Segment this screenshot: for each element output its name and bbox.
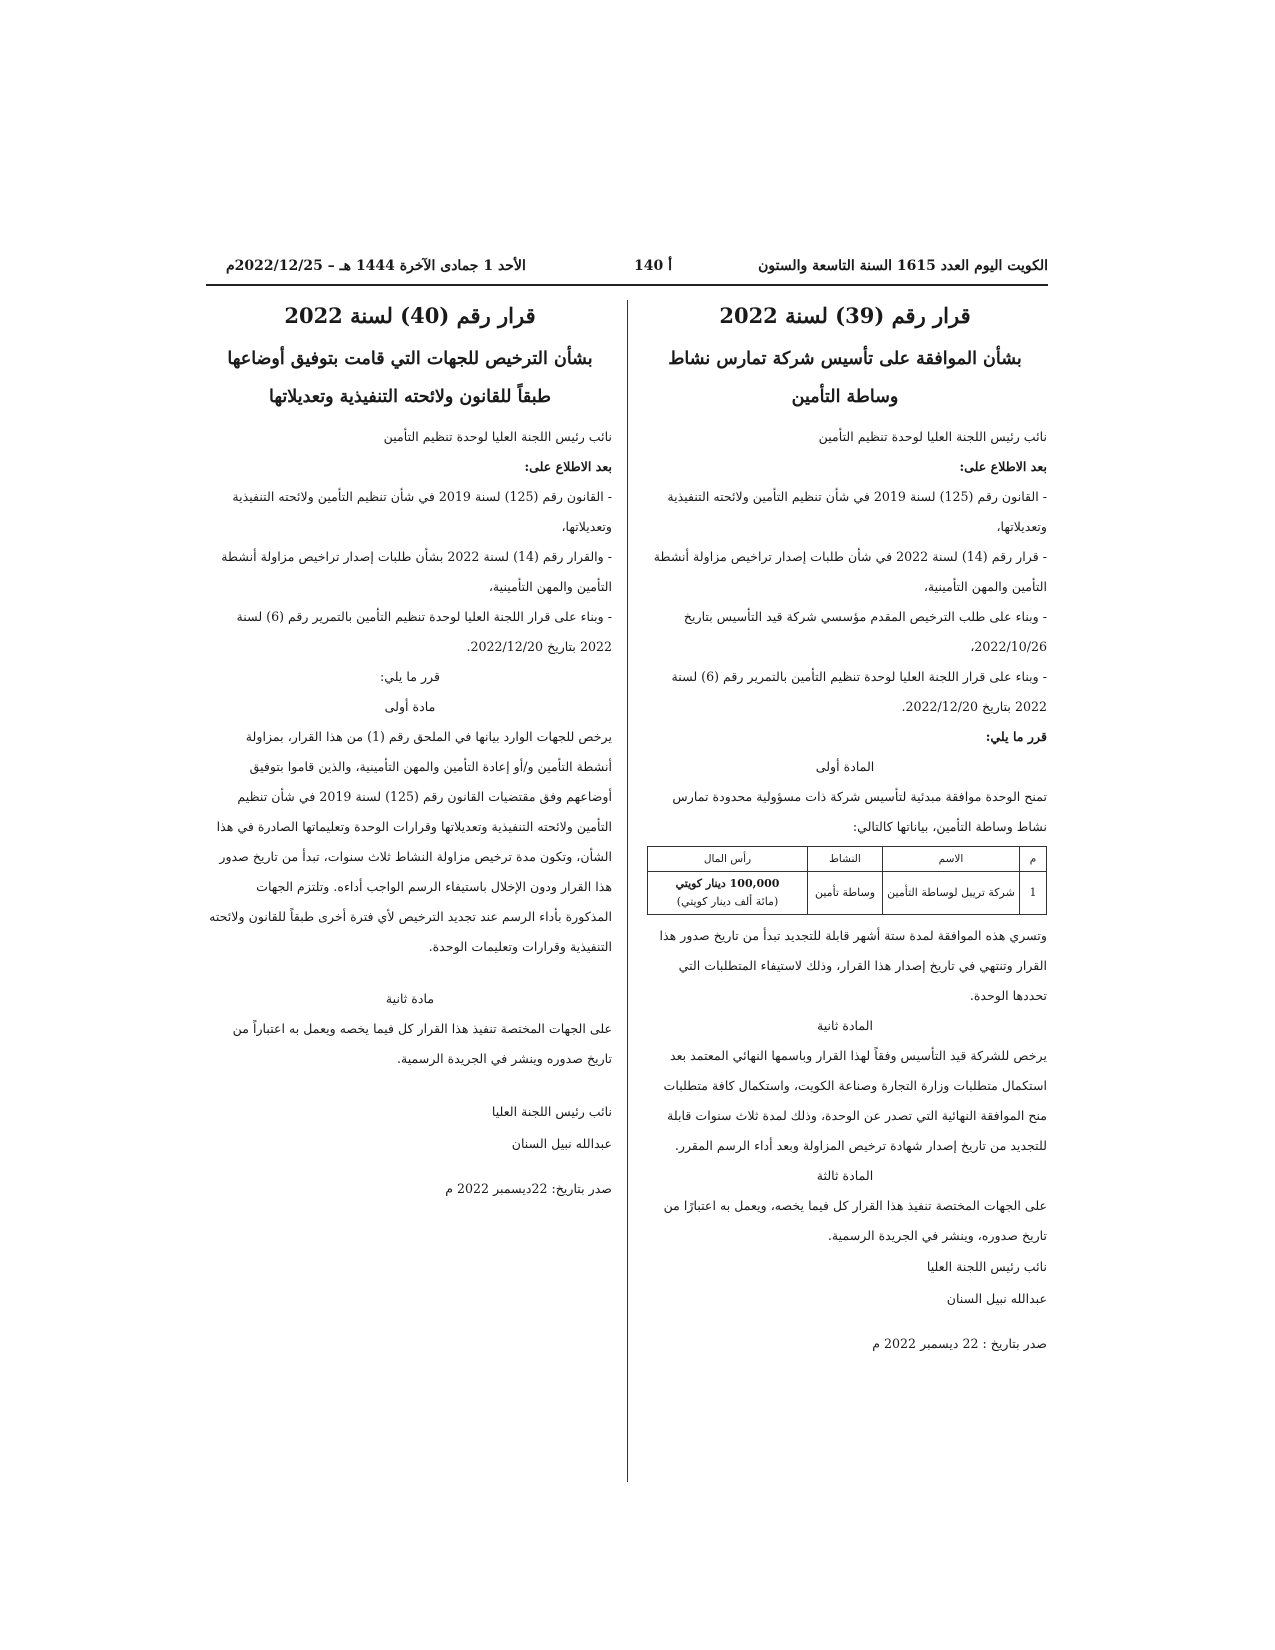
decision-39-column: [643, 296, 1047, 1359]
decision-40-article-1-heading: مادة أولى: [384, 699, 436, 714]
decision-40-item-1: - القانون رقم (125) لسنة 2019 في شأن تنظيم التأمين ولائحته التنفيذية وتعديلاتها،: [232, 489, 612, 534]
decision-39-issued-date: صدر بتاريخ : 22 ديسمبر 2022 م: [872, 1336, 1047, 1351]
decision-40-after-review: بعد الاطلاع على:: [524, 459, 612, 474]
table-header-row: [648, 847, 1047, 872]
decision-40-item-3: - وبناء على قرار اللجنة العليا لوحدة تنظيم التأمين بالتمرير رقم (6) لسنة 2022 بتاريخ 2022/12/20.: [236, 609, 612, 654]
header-date: الأحد 1 جمادى الآخرة 1444 هـ – 2022/12/25م: [226, 258, 526, 274]
decision-40-signatory-name: عبدالله نبيل السنان: [511, 1136, 612, 1151]
decision-39-issuer: نائب رئيس اللجنة العليا لوحدة تنظيم التأمين: [818, 429, 1047, 444]
table-header-capital: رأس المال: [648, 847, 808, 872]
table-header-activity: النشاط: [808, 847, 883, 872]
decision-40-title: قرار رقم (40) لسنة 2022: [284, 303, 536, 328]
decision-39-article-3-heading: المادة ثالثة: [816, 1168, 874, 1183]
decision-39-article-3-text: على الجهات المختصة تنفيذ هذا القرار كل فيما يخصه، ويعمل به اعتبارًا من تاريخ صدوره، وينشر في الجريدة الرسمية.: [663, 1198, 1047, 1243]
decision-40-item-2: - والقرار رقم (14) لسنة 2022 بشأن طلبات إصدار تراخيص مزاولة أنشطة التأمين والمهن التأمينية،: [221, 549, 612, 594]
decision-40-signatory-title: نائب رئيس اللجنة العليا: [491, 1104, 612, 1119]
decision-40-article-2-heading: مادة ثانية: [385, 991, 435, 1006]
decision-39-article-2-text: يرخص للشركة قيد التأسيس وفقاً لهذا القرار وباسمها النهائي المعتمد بعد استكمال متطلبات وزارة التجارة وصناعة الكويت، واستكمال كافة متطلبات منح الموافقة النهائية التي تصدر عن الوحدة، وذلك لمدة ثلاث سنوات قابلة للتجديد من تاريخ إصدار شهادة ترخيص المزاولة وبعد أداء الرسم المقرر.: [663, 1048, 1047, 1153]
decision-39-title: قرار رقم (39) لسنة 2022: [719, 303, 971, 328]
decision-39-signatory-title: نائب رئيس اللجنة العليا: [926, 1259, 1047, 1274]
decision-40-column: [208, 296, 612, 1204]
decision-40-issuer: نائب رئيس اللجنة العليا لوحدة تنظيم التأمين: [383, 429, 612, 444]
spacer: [208, 962, 612, 984]
company-data-table: [647, 846, 1047, 915]
decision-39-subtitle: بشأن الموافقة على تأسيس شركة تمارس نشاط وساطة التأمين: [668, 349, 1022, 407]
table-cell-name: شركة تريبل لوساطة التأمين: [883, 872, 1020, 915]
table-cell-activity: وساطة تأمين: [808, 872, 883, 915]
table-header-num: م: [1020, 847, 1047, 872]
decision-39-signature: [643, 1251, 1047, 1315]
table-header-name: الاسم: [883, 847, 1020, 872]
capital-in-words: (مائة ألف دينار كويتي): [676, 895, 779, 908]
decision-39-item-4: - وبناء على قرار اللجنة العليا لوحدة تنظيم التأمين بالتمرير رقم (6) لسنة 2022 بتاريخ 2022/12/20.: [671, 669, 1047, 714]
decision-39-item-2: - قرار رقم (14) لسنة 2022 في شأن طلبات إصدار تراخيص مزاولة أنشطة التأمين والمهن التأمينية،: [653, 549, 1047, 594]
decision-39-item-3: - وبناء على طلب الترخيص المقدم مؤسسي شركة قيد التأسيس بتاريخ 2022/10/26،: [683, 609, 1047, 654]
table-row: [648, 872, 1047, 915]
decision-40-signature: [208, 1096, 612, 1160]
decision-39-after-review: بعد الاطلاع على:: [959, 459, 1047, 474]
table-cell-num: 1: [1020, 872, 1047, 915]
page-header: [206, 254, 1048, 286]
decision-40-article-2-text: على الجهات المختصة تنفيذ هذا القرار كل فيما يخصه ويعمل به اعتباراً من تاريخ صدوره وينشر في الجريدة الرسمية.: [232, 1021, 612, 1066]
decision-40-subtitle: بشأن الترخيص للجهات التي قامت بتوفيق أوضاعها طبقاً للقانون ولائحته التنفيذية وتعديلاتها: [227, 349, 593, 407]
decision-39-article-1-validity: وتسري هذه الموافقة لمدة ستة أشهر قابلة للتجديد تبدأ من تاريخ صدور هذا القرار وتنتهي في تاريخ إصدار هذا القرار، وذلك لاستيفاء المتطلبات التي تحددها الوحدة.: [659, 928, 1047, 1003]
capital-amount: 100,000 دينار كويتي: [675, 877, 780, 890]
decision-39-decided: قرر ما يلي:: [985, 729, 1047, 744]
decision-40-article-1-text: يرخص للجهات الوارد بيانها في الملحق رقم (1) من هذا القرار، بمزاولة أنشطة التأمين و/أو إعادة التأمين والمهن التأمينية، والذين قاموا بتوفيق أوضاعهم وفق مقتضيات القانون رقم (125) لسنة 2019 في شأن تنظيم التأمين ولائحته التنفيذية وتعديلاتها وقرارات الوحدة وتعليماتها الصادرة في هذا الشأن، وتكون مدة ترخيص مزاولة النشاط ثلاث سنوات، تبدأ من تاريخ صدور هذا القرار ودون الإخلال باستيفاء الرسم الواجب أداءه. وتلتزم الجهات المذكورة بأداء الرسم عند تجديد الترخيص لأي فترة أخرى طبقاً للقانون ولائحته التنفيذية وقرارات وتعليمات الوحدة.: [209, 729, 612, 954]
header-page-number: أ 140: [634, 258, 672, 274]
header-gazette-issue: الكويت اليوم العدد 1615 السنة التاسعة والستون: [758, 258, 1048, 274]
spacer: [208, 1074, 612, 1096]
column-divider: [627, 300, 628, 1482]
decision-40-issued-date: صدر بتاريخ: 22ديسمبر 2022 م: [445, 1181, 612, 1196]
decision-39-article-1-text: تمنح الوحدة موافقة مبدئية لتأسيس شركة ذات مسؤولية محدودة تمارس نشاط وساطة التأمين، بياناتها كالتالي:: [672, 789, 1047, 834]
table-cell-capital: [648, 872, 808, 915]
decision-39-article-2-heading: المادة ثانية: [816, 1018, 874, 1033]
decision-39-item-1: - القانون رقم (125) لسنة 2019 في شأن تنظيم التأمين ولائحته التنفيذية وتعديلاتها،: [667, 489, 1047, 534]
decision-39-article-1-heading: المادة أولى: [815, 759, 875, 774]
decision-39-signatory-name: عبدالله نبيل السنان: [946, 1291, 1047, 1306]
decision-40-decided: قرر ما يلي:: [379, 669, 441, 684]
